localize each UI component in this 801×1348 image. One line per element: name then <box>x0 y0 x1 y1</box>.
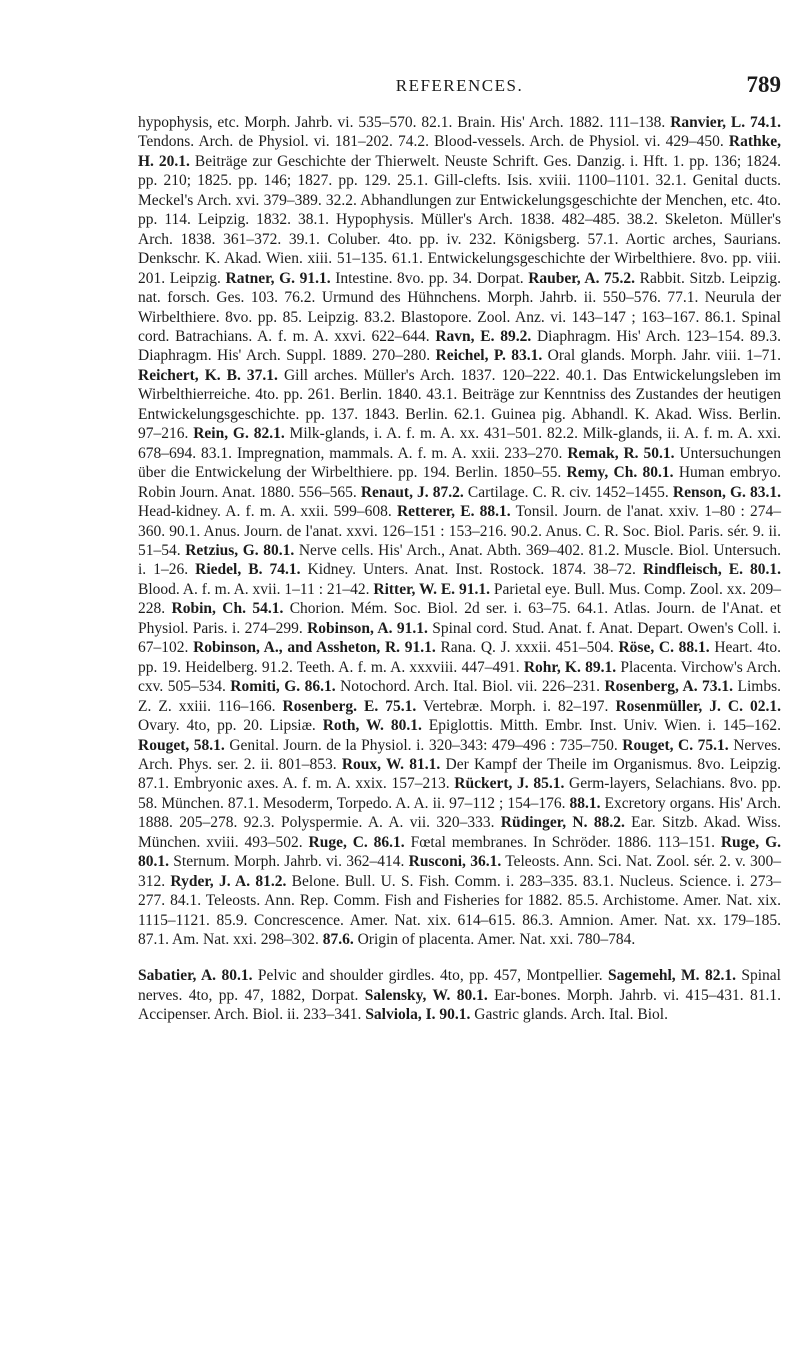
author-name: Rusconi, 36.1. <box>408 853 502 871</box>
author-name: Robinson, A. 91.1. <box>307 619 428 637</box>
author-name: Salviola, I. 90.1. <box>365 1006 471 1024</box>
running-title: REFERENCES. <box>395 76 524 95</box>
author-name: Rosenmüller, J. C. 02.1. <box>615 697 781 715</box>
author-name: 88.1. <box>569 794 601 812</box>
author-name: Romiti, G. 86.1. <box>230 678 336 696</box>
author-name: Rein, G. 82.1. <box>193 425 285 443</box>
author-name: Retterer, E. 88.1. <box>396 503 511 521</box>
reference-paragraph-r: hypophysis, etc. Morph. Jahrb. vi. 535–570. 82.1. Brain. His' Arch. 1882. 111–138. Ranvier, L. 74.1. Tendons. Arch. de Physiol. vi. 181–202. 74.2. Blood-vessels. Arch. de Physiol. vi. 429–450. Rathke, H. 20.1. Beiträge zur Geschichte der Thierwelt. Neuste Schrift. Ges. Danzig. i. Hft. 1. pp. 136; 1824. pp. 210; 1825. pp. 146; 1827. pp. 129. 25.1. Gill-clefts. Isis. xviii. 1100–1101. 32.1. Genital ducts. Meckel's Arch. xvi. 379–389. 32.2. Abhandlungen zur Entwickelungsgeschichte der Menchen, etc. 4to. pp. 114. Leipzig. 1832. 38.1. Hypophysis. Müller's Arch. 1838. 482–485. 38.2. Skeleton. Müller's Arch. 1838. 361–372. 39.1. Coluber. 4to. pp. iv. 232. Königsberg. 57.1. Aortic arches, Saurians. Denkschr. K. Akad. Wien. xiii. 51–135. 61.1. Entwickelungsgeschichte der Wirbelthiere. 8vo. pp. viii. 201. Leipzig. Ratner, G. 91.1. Intestine. 8vo. pp. 34. Dorpat. Rauber, A. 75.2. Rabbit. Sitzb. Leipzig. nat. forsch. Ges. 103. 76.2. Urmund des Hühnchens. Morph. Jahrb. ii. 550–576. 77.1. Neurula der Wirbelthiere. 8vo. pp. 85. Leipzig. 83.2. Blastopore. Zool. Anz. vi. 143–147 ; 163–167. 86.1. Spinal cord. Batrachians. A. f. m. A. xxvi. 622–644. Ravn, E. 89.2. Diaphragm. His' Arch. 123–154. 89.3. Diaphragm. His' Arch. Suppl. 1889. 270–280. Reichel, P. 83.1. Oral glands. Morph. Jahr. viii. 1–71. Reichert, K. B. 37.1. Gill arches. Müller's Arch. 1837. 120–222. 40.1. Das Entwickelungsleben im Wirbelthierreiche. 4to. pp. 261. Berlin. 1840. 43.1. Beiträge zur Kenntniss des Zustandes der heutigen Entwickelungsgeschichte. pp. 137. 1843. Berlin. 62.1. Guinea pig. Abhandl. K. Akad. Wiss. Berlin. 97–216. Rein, G. 82.1. Milk-glands, i. A. f. m. A. xx. 431–501. 82.2. Milk-glands, ii. A. f. m. A. xxi. 678–694. 83.1. Impregnation, mammals. A. f. m. A. xxii. 233–270. Remak, R. 50.1. Untersuchungen über die Entwickelung der Wirbelthiere. pp. 194. Berlin. 1850–55. Remy, Ch. 80.1. Human embryo. Robin Journ. Anat. 1880. 556–565. Renaut, J. 87.2. Cartilage. C. R. civ. 1452–1455. Renson, G. 83.1. Head-kidney. A. f. m. A. xxii. 599–608. Retterer, E. 88.1. Tonsil. Journ. de l'anat. xxiv. 1–80 : 274–360. 90.1. Anus. Journ. de l'anat. xxvi. 126–151 : 153–216. 90.2. Anus. C. R. Soc. Biol. Paris. sér. 9. ii. 51–54. Retzius, G. 80.1. Nerve cells. His' Arch., Anat. Abth. 369–402. 81.2. Muscle. Biol. Untersuch. i. 1–26. Riedel, B. 74.1. Kidney. Unters. Anat. Inst. Rostock. 1874. 38–72. Rindfleisch, E. 80.1. Blood. A. f. m. A. xvii. 1–11 : 21–42. Ritter, W. E. 91.1. Parietal eye. Bull. Mus. Comp. Zool. xx. 209–228. Robin, Ch. 54.1. Chorion. Mém. Soc. Biol. 2d ser. i. 63–75. 64.1. Atlas. Journ. de l'Anat. et Physiol. Paris. i. 274–299. Robinson, A. 91.1. Spinal cord. Stud. Anat. f. Anat. Depart. Owen's Coll. i. 67–102. Robinson, A., and Assheton, R. 91.1. Rana. Q. J. xxxii. 451–504. Röse, C. 88.1. Heart. 4to. pp. 19. Heidelberg. 91.2. Teeth. A. f. m. A. xxxviii. 447–491. Rohr, K. 89.1. Placenta. Virchow's Arch. cxv. 505–534. Romiti, G. 86.1. Notochord. Arch. Ital. Biol. vii. 226–231. Rosenberg, A. 73.1. Limbs. Z. Z. xxiii. 116–166. Rosenberg. E. 75.1. Vertebræ. Morph. i. 82–197. Rosenmüller, J. C. 02.1. Ovary. 4to, pp. 20. Lipsiæ. Roth, W. 80.1. Epiglottis. Mitth. Embr. Inst. Univ. Wien. i. 145–162. Rouget, 58.1. Genital. Journ. de la Physiol. i. 320–343: 479–496 : 735–750. Rouget, C. 75.1. Nerves. Arch. Phys. ser. 2. ii. 801–853. Roux, W. 81.1. Der Kampf der Theile im Organismus. 8vo. Leipzig. 87.1. Embryonic axes. A. f. m. A. xxix. 157–213. Rückert, J. 85.1. Germ-layers, Selachians. 8vo. pp. 58. München. 87.1. Mesoderm, Torpedo. A. A. ii. 97–112 ; 154–176. 88.1. Excretory organs. His' Arch. 1888. 205–278. 92.3. Polyspermie. A. A. vii. 320–333. Rüdinger, N. 88.2. Ear. Sitzb. Akad. Wiss. München. xviii. 493–502. Ruge, C. 86.1. Fœtal membranes. In Schröder. 1886. 113–151. Ruge, G. 80.1. Sternum. Morph. Jahrb. vi. 362–414. Rusconi, 36.1. Teleosts. Ann. Sci. Nat. Zool. sér. 2. v. 300–312. Ryder, J. A. 81.2. Belone. Bull. U. S. Fish. Comm. i. 283–335. 83.1. Nucleus. Science. i. 273–277. 84.1. Teleosts. Ann. Rep. Comm. Fish and Fisheries for 1882. 85.5. Archistome. Amer. Nat. xix. 1115–1121. 85.9. Concrescence. Amer. Nat. xix. 614–615. 86.3. Amnion. Amer. Nat. xx. 179–185. 87.1. Am. Nat. xxi. 298–302. 87.6. Origin of placenta. Amer. Nat. xxi. 780–784. <box>138 114 782 949</box>
author-name: Ryder, J. A. 81.2. <box>170 872 287 890</box>
author-name: Rouget, C. 75.1. <box>622 736 729 754</box>
author-name: Ravn, E. 89.2. <box>435 327 532 345</box>
author-name: Ranvier, L. 74.1. <box>670 114 782 131</box>
author-name: Rauber, A. 75.2. <box>528 269 636 287</box>
author-name: Renson, G. 83.1. <box>672 483 781 501</box>
author-name: Robin, Ch. 54.1. <box>171 600 284 618</box>
author-name: Remy, Ch. 80.1. <box>566 464 674 482</box>
page-header <box>138 72 781 102</box>
author-name: Riedel, B. 74.1. <box>195 561 301 579</box>
author-name: Reichert, K. B. 37.1. <box>138 366 278 384</box>
author-name: Rosenberg. E. 75.1. <box>282 697 417 715</box>
author-name: Röse, C. 88.1. <box>618 639 710 657</box>
page-number: 789 <box>746 72 781 97</box>
author-name: Salensky, W. 80.1. <box>364 986 488 1004</box>
author-name: Rathke, H. 20.1. <box>138 133 781 170</box>
author-name: Remak, R. 50.1. <box>567 444 675 462</box>
author-name: Rückert, J. 85.1. <box>454 775 565 793</box>
author-name: Retzius, G. 80.1. <box>185 541 295 559</box>
author-name: Ritter, W. E. 91.1. <box>373 580 490 598</box>
author-name: Rouget, 58.1. <box>138 736 225 754</box>
author-name: Ruge, G. 80.1. <box>138 833 781 871</box>
references-list <box>138 113 781 1025</box>
author-name: Ratner, G. 91.1. <box>225 269 331 287</box>
author-name: Sabatier, A. 80.1. <box>138 967 253 985</box>
author-name: Rüdinger, N. 88.2. <box>500 814 625 832</box>
author-name: Rosenberg, A. 73.1. <box>604 678 734 696</box>
author-name: Renaut, J. 87.2. <box>360 483 464 501</box>
reference-paragraph-s: Sabatier, A. 80.1. Pelvic and shoulder girdles. 4to, pp. 457, Montpellier. Sagemehl, M. 82.1. Spinal nerves. 4to, pp. 47, 1882, Dorpat. Salensky, W. 80.1. Ear-bones. Morph. Jahrb. vi. 415–431. 81.1. Accipenser. Arch. Biol. ii. 233–341. Salviola, I. 90.1. Gastric glands. Arch. Ital. Biol. <box>138 967 781 1024</box>
author-name: Robinson, A., and Assheton, R. 91.1. <box>193 639 436 657</box>
author-name: Reichel, P. 83.1. <box>435 347 543 365</box>
author-name: Rindfleisch, E. 80.1. <box>642 561 782 579</box>
author-name: Rohr, K. 89.1. <box>523 658 617 676</box>
author-name: Ruge, C. 86.1. <box>308 833 405 851</box>
author-name: Roux, W. 81.1. <box>341 755 441 773</box>
author-name: 87.6. <box>322 931 354 949</box>
author-name: Sagemehl, M. 82.1. <box>608 967 736 985</box>
author-name: Roth, W. 80.1. <box>322 717 422 735</box>
